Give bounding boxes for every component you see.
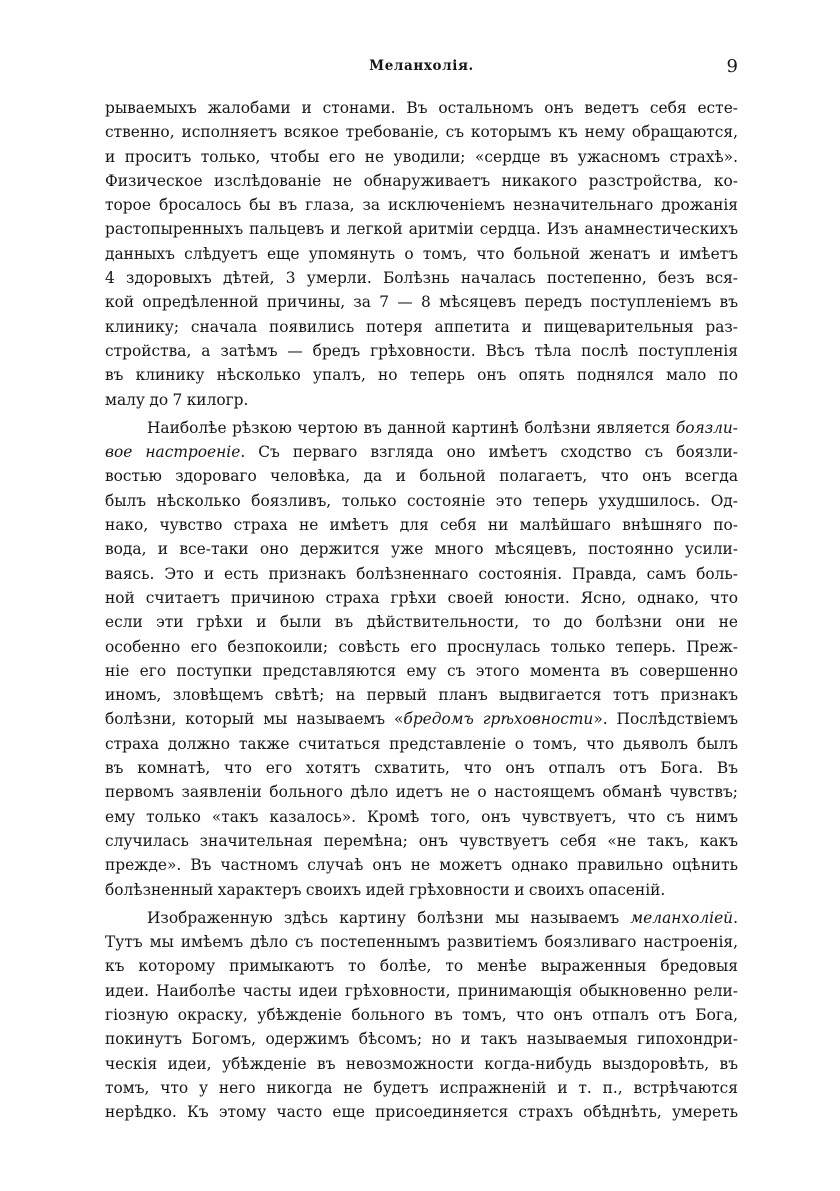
text-run: клинику; сначала появились потеря аппетита и пищеварительныя раз- bbox=[105, 317, 738, 336]
text-line bbox=[105, 756, 738, 780]
text-line bbox=[105, 635, 738, 659]
text-run: идеи. Наиболѣе часты идеи грѣховности, принимающія обыкновенно рели- bbox=[105, 981, 738, 1000]
running-title: Меланхолія. bbox=[369, 58, 474, 74]
text-line bbox=[105, 339, 738, 363]
text-line bbox=[105, 906, 738, 930]
text-run: ственно, исполняетъ всякое требованіе, съ которымъ къ нему обращаются, bbox=[105, 123, 738, 142]
text-line bbox=[105, 266, 738, 290]
text-line bbox=[105, 659, 738, 683]
text-run: растопыренныхъ пальцевъ и легкой аритміи сердца. Изъ анамнестическихъ bbox=[105, 220, 738, 239]
text-line bbox=[105, 145, 738, 169]
text-line bbox=[105, 1003, 738, 1027]
text-run: случилась значительная перемѣна; онъ чувствуетъ себя «не такъ, какъ bbox=[105, 831, 738, 850]
emphasized-term: меланхоліей bbox=[630, 908, 734, 927]
text-run: . bbox=[733, 908, 738, 927]
text-run: нерѣдко. Къ этому часто еще присоединяется страхъ обѣднѣть, умереть bbox=[105, 1103, 738, 1122]
text-run: Физическое изслѣдованіе не обнаруживаетъ никакого разстройства, ко- bbox=[105, 171, 738, 190]
page-number: 9 bbox=[726, 56, 738, 77]
emphasized-term: бредомъ грѣховности bbox=[403, 710, 594, 729]
text-run: вода, и все-таки оно держится уже много мѣсяцевъ, постоянно усили- bbox=[105, 540, 738, 559]
text-run: Тутъ мы имѣемъ дѣло съ постепеннымъ развитіемъ боязливаго настроенія, bbox=[105, 933, 738, 952]
text-run: Наиболѣе рѣзкою чертою въ данной картинѣ болѣзни является bbox=[147, 418, 676, 437]
text-line bbox=[105, 464, 738, 488]
text-run: страха должно также считаться представленіе о томъ, что дьяволъ былъ bbox=[105, 734, 738, 753]
text-run: ной считаетъ причиною страха грѣхи своей юности. Ясно, однако, что bbox=[105, 588, 738, 607]
text-run: къ которому примыкаютъ то болѣе, то менѣе выраженныя бредовыя bbox=[105, 957, 738, 976]
text-line bbox=[105, 315, 738, 339]
text-run: ваясь. Это и есть признакъ болѣзненнаго состоянія. Правда, самъ боль- bbox=[105, 564, 738, 583]
text-run: прежде». Въ частномъ случаѣ онъ не можетъ однако правильно оцѣнить bbox=[105, 856, 738, 875]
text-line bbox=[105, 683, 738, 707]
paragraph bbox=[105, 96, 738, 412]
text-run: Изображенную здѣсь картину болѣзни мы называемъ bbox=[147, 908, 631, 927]
text-line bbox=[105, 878, 738, 902]
text-line bbox=[105, 853, 738, 877]
text-run: торое бросалось бы въ глаза, за исключеніемъ незначительнаго дрожанія bbox=[105, 196, 738, 215]
text-run: иномъ, зловѣщемъ свѣтѣ; на первый планъ выдвигается тотъ признакъ bbox=[105, 686, 738, 705]
text-run: кой опредѣленной причины, за 7 — 8 мѣсяцевъ передъ поступленіемъ въ bbox=[105, 293, 738, 312]
text-run: болѣзненный характеръ своихъ идей грѣховности и своихъ опасеній. bbox=[105, 880, 666, 899]
text-run: если эти грѣхи и были въ дѣйствительности, то до болѣзни они не bbox=[105, 613, 738, 632]
text-run: востью здороваго человѣка, да и больной полагаетъ, что онъ всегда bbox=[105, 467, 738, 486]
text-line bbox=[105, 979, 738, 1003]
text-run: нако, чувство страха не имѣетъ для себя ни малѣйшаго внѣшняго по- bbox=[105, 516, 738, 535]
text-run: особенно его безпокоили; совѣсть его проснулась только теперь. Преж- bbox=[105, 637, 738, 656]
text-run: болѣзни, который мы называемъ « bbox=[105, 710, 404, 729]
text-line bbox=[105, 513, 738, 537]
text-line bbox=[105, 805, 738, 829]
text-line bbox=[105, 780, 738, 804]
text-line bbox=[105, 562, 738, 586]
text-line bbox=[105, 388, 738, 412]
paragraph bbox=[105, 906, 738, 1125]
text-line bbox=[105, 416, 738, 440]
text-line bbox=[105, 1027, 738, 1051]
text-line bbox=[105, 217, 738, 241]
text-line bbox=[105, 610, 738, 634]
text-line bbox=[105, 489, 738, 513]
text-line bbox=[105, 732, 738, 756]
text-line bbox=[105, 363, 738, 387]
text-run: рываемыхъ жалобами и стонами. Въ остальномъ онъ ведетъ себя есте- bbox=[105, 99, 738, 117]
text-run: ему только «такъ казалось». Кромѣ того, онъ чувствуетъ, что съ нимъ bbox=[105, 807, 738, 826]
text-line bbox=[105, 193, 738, 217]
emphasized-term: вое настроеніе bbox=[105, 443, 241, 462]
text-run: былъ нѣсколько боязливъ, только состояніе это теперь ухудшилось. Од- bbox=[105, 491, 738, 510]
text-run: въ комнатѣ, что его хотятъ схватить, что онъ отпалъ отъ Бога. Въ bbox=[105, 759, 738, 778]
text-line bbox=[105, 829, 738, 853]
text-line bbox=[105, 242, 738, 266]
paragraph bbox=[105, 416, 738, 902]
text-line bbox=[105, 440, 738, 464]
text-line bbox=[105, 707, 738, 731]
text-line bbox=[105, 169, 738, 193]
text-run: малу до 7 килогр. bbox=[105, 390, 249, 409]
text-run: стройства, а затѣмъ — бредъ грѣховности. Вѣсъ тѣла послѣ поступленія bbox=[105, 341, 738, 360]
text-line bbox=[105, 1076, 738, 1100]
text-line bbox=[105, 537, 738, 561]
page-header bbox=[105, 58, 738, 82]
text-line bbox=[105, 1052, 738, 1076]
text-line bbox=[105, 954, 738, 978]
text-run: 4 здоровыхъ дѣтей, 3 умерли. Болѣзнь началась постепенно, безъ вся- bbox=[105, 269, 738, 288]
text-run: ческія идеи, убѣжденіе въ невозможности когда-нибудь выздоровѣть, въ bbox=[105, 1054, 738, 1073]
text-run: первомъ заявленіи больного дѣло идетъ не о настоящемъ обманѣ чувствъ; bbox=[105, 783, 738, 802]
text-run: ніе его поступки представляются ему съ этого момента въ совершенно bbox=[105, 661, 738, 680]
text-line bbox=[105, 930, 738, 954]
text-line bbox=[105, 290, 738, 314]
text-run: покинутъ Богомъ, одержимъ бѣсомъ; но и такъ называемыя гипохондри- bbox=[105, 1030, 738, 1049]
text-line bbox=[105, 120, 738, 144]
text-line bbox=[105, 1100, 738, 1124]
text-run: . Съ перваго взгляда оно имѣетъ сходство съ боязли- bbox=[240, 443, 738, 462]
text-run: въ клинику нѣсколько упалъ, но теперь онъ опять поднялся мало по bbox=[105, 366, 738, 385]
text-line bbox=[105, 586, 738, 610]
text-run: данныхъ слѣдуетъ еще упомянуть о томъ, что больной женатъ и имѣетъ bbox=[105, 244, 738, 263]
text-line bbox=[105, 96, 738, 120]
text-run: ». Послѣдствіемъ bbox=[593, 710, 738, 729]
emphasized-term: боязли- bbox=[675, 418, 738, 437]
text-run: томъ, что у него никогда не будетъ испражненій и т. п., встрѣчаются bbox=[105, 1078, 738, 1097]
text-run: и проситъ только, чтобы его не уводили; «сердце въ ужасномъ страхѣ». bbox=[105, 147, 738, 166]
text-run: гіозную окраску, убѣжденіе больного въ томъ, что онъ отпалъ отъ Бога, bbox=[105, 1005, 738, 1024]
body-text bbox=[105, 96, 738, 1124]
